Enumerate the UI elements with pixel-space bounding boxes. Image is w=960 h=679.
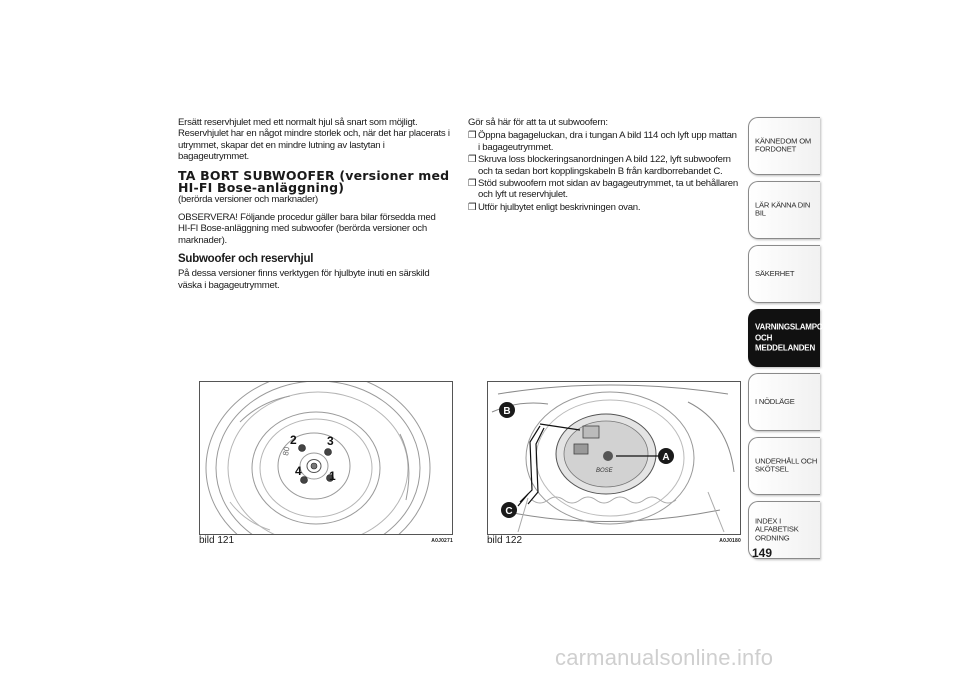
step-text: Skruva loss blockeringsanordningen A bild 122, lyft subwoofern och ta sedan bort kopplingskabeln B från kardborrebandet C. (478, 154, 731, 177)
tab-underhall-och-skotsel[interactable] (748, 437, 820, 495)
tab-label: INDEX I ALFABETISK ORDNING (755, 516, 799, 543)
figure-subwoofer (487, 381, 741, 535)
note-paragraph: OBSERVERA! Följande procedur gäller bara bilar försedda med HI-FI Bose-anläggning med subwoofer (berörda versioner och marknader). (178, 212, 436, 246)
bolt-number-2: 2 (290, 433, 297, 447)
callout-c: C (505, 506, 513, 517)
heading-note: (berörda versioner och marknader) (178, 193, 318, 205)
checkbox-bullet-icon: ❒ (468, 201, 477, 213)
figure-caption-row (199, 535, 453, 547)
tab-lar-kanna-din-bil[interactable] (748, 181, 820, 239)
intro-paragraph: Ersätt reservhjulet med ett normalt hjul så snart som möjligt. Reservhjulet har en något mindre storlek och, när det har placerats i utrymmet, skapar det en mindre lutning av lastytan i bagageutrymmet. (178, 117, 450, 163)
step-text: Öppna bagageluckan, dra i tungan A bild 114 och lyft upp mattan i bagageutrymmet. (478, 130, 737, 153)
subwoofer-illustration (488, 382, 740, 534)
steps-intro: Gör så här för att ta ut subwoofern: (468, 117, 608, 128)
figure-label: bild 121 (199, 535, 235, 546)
step-item (468, 154, 740, 177)
step-item (468, 178, 740, 201)
tab-sakerhet[interactable] (748, 245, 820, 303)
tire-marking: 80 (281, 446, 292, 457)
body-paragraph: På dessa versioner finns verktygen för hjulbyte inuti en särskild väska i bagageutrymmet. (178, 268, 430, 291)
chapter-tabs (748, 117, 829, 565)
tab-label: I NÖDLÄGE (755, 396, 795, 406)
step-text: Stöd subwoofern mot sidan av bagageutrymmet, ta ut behållaren och lyft ut reservhjulet. (478, 178, 738, 201)
page-number: 149 (752, 546, 773, 560)
callout-a: A (662, 452, 670, 463)
bolt-number-3: 3 (327, 434, 334, 448)
callout-b: B (503, 406, 511, 417)
bolt-number-4: 4 (295, 464, 302, 478)
tab-label: VARNINGSLAMPOR OCH MEDDELANDEN (755, 322, 829, 353)
figure-wheel-bolts (199, 381, 453, 535)
watermark: carmanualsonline.info (555, 645, 774, 670)
figure-caption-row (487, 535, 741, 547)
tab-varningslampor-och-meddelanden[interactable] (748, 309, 829, 367)
wheel-illustration (200, 382, 452, 534)
subheading: Subwoofer och reservhjul (178, 253, 314, 266)
tab-label: KÄNNEDOM OM FORDONET (755, 136, 812, 154)
right-column (468, 117, 740, 214)
checkbox-bullet-icon: ❒ (468, 130, 477, 142)
subwoofer-brand: BOSE (596, 468, 613, 474)
figure-code: A0J0180 (719, 538, 741, 544)
bolt-number-1: 1 (329, 469, 336, 483)
step-item (468, 202, 740, 213)
tab-label: UNDERHÅLL OCH SKÖTSEL (755, 456, 818, 474)
tab-i-nodlage[interactable] (748, 373, 820, 431)
left-column (178, 117, 450, 298)
tab-label: SÄKERHET (755, 268, 795, 278)
section-heading: TA BORT SUBWOOFER (versioner med HI-FI Bose-anläggning) (178, 167, 450, 195)
tab-label: LÄR KÄNNA DIN BIL (755, 200, 811, 218)
checkbox-bullet-icon: ❒ (468, 154, 477, 166)
checkbox-bullet-icon: ❒ (468, 178, 477, 190)
step-text: Utför hjulbytet enligt beskrivningen ovan. (478, 201, 641, 213)
figure-code: A0J0271 (431, 538, 453, 544)
step-item (468, 130, 740, 153)
tab-kannedom-om-fordonet[interactable] (748, 117, 820, 175)
figure-label: bild 122 (487, 535, 523, 546)
